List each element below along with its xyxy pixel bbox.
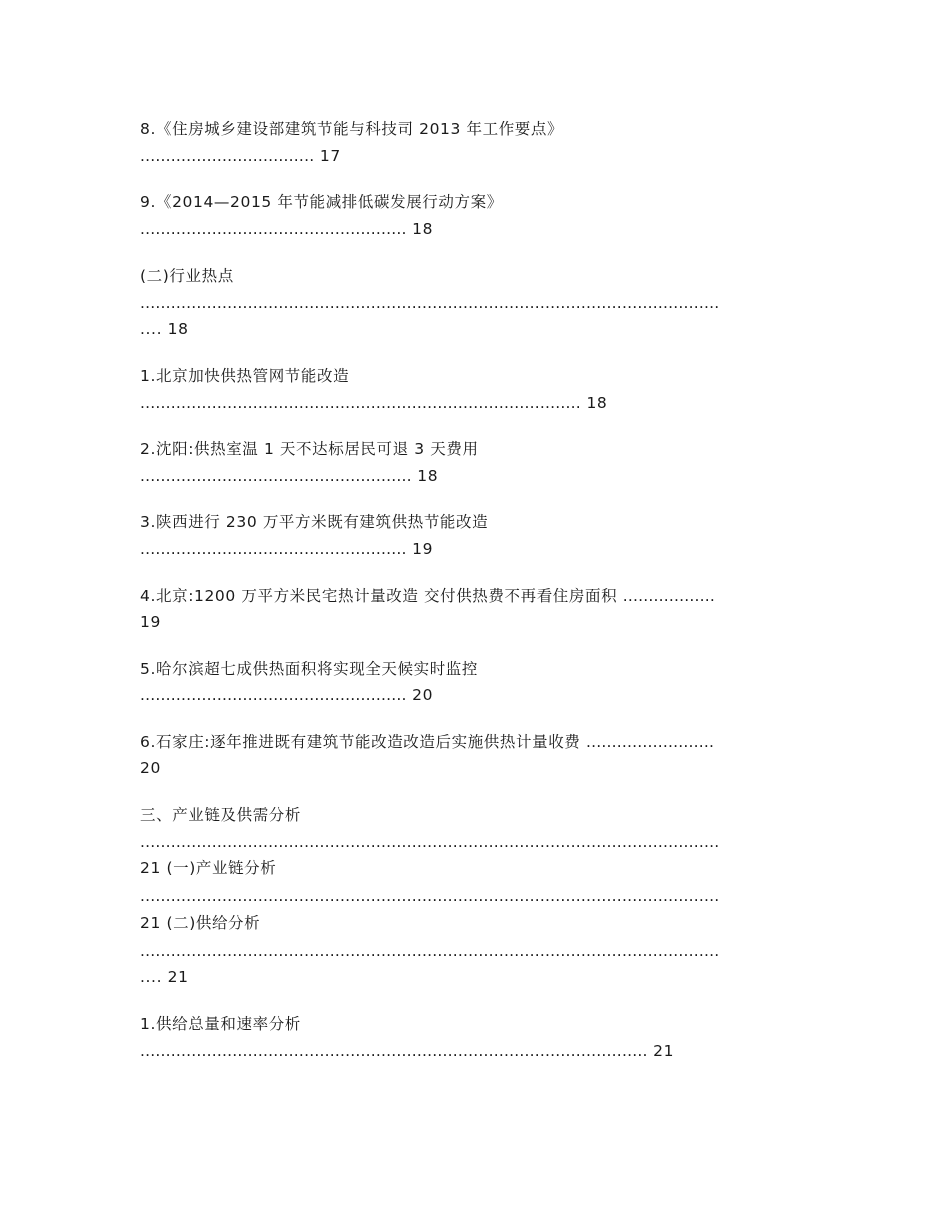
toc-entry-leader-row [140, 539, 433, 559]
toc-entry-title: 4.北京:1200 万平方米民宅热计量改造 交付供热费不再看住房面积 [140, 587, 618, 605]
toc-entry-leader-row [140, 146, 341, 166]
toc-entry-title: 9.《2014—2015 年节能减排低碳发展行动方案》 [140, 193, 503, 211]
dot-leader: ...................................................................................... [140, 394, 581, 412]
dot-leader: .................................................... [140, 540, 407, 558]
page-number: 18 [412, 220, 434, 238]
page-number: 18 [586, 394, 608, 412]
page-number: 20 [412, 686, 434, 704]
dot-leader: ................................................................................................... [140, 1042, 648, 1060]
toc-section-title: 21 (一)产业链分析 [140, 859, 277, 877]
toc-entry-title: 5.哈尔滨超七成供热面积将实现全天候实时监控 [140, 660, 478, 678]
toc-entry-title: 8.《住房城乡建设部建筑节能与科技司 2013 年工作要点》 [140, 120, 564, 138]
toc-entry-title-row [140, 732, 714, 752]
toc-entry-leader-row [140, 1041, 674, 1061]
dot-leader: ................................................................................................................. [140, 887, 720, 905]
page-number: 20 [140, 759, 161, 777]
dot-leader: .................................................... [140, 220, 407, 238]
toc-entry-leader-row [140, 466, 438, 486]
toc-entry-title: 1.供给总量和速率分析 [140, 1015, 301, 1033]
toc-entry-title: 6.石家庄:逐年推进既有建筑节能改造改造后实施供热计量收费 [140, 733, 581, 751]
dot-leader: ......................... [585, 733, 715, 751]
dot-leader: .................. [622, 587, 716, 605]
page-number: 21 [653, 1042, 675, 1060]
page-number: 17 [319, 147, 341, 165]
toc-entry-title: 1.北京加快供热管网节能改造 [140, 367, 350, 385]
page-number: 18 [417, 467, 439, 485]
dot-leader: ..................................................... [140, 467, 412, 485]
toc-entry-title: 2.沈阳:供热室温 1 天不达标居民可退 3 天费用 [140, 440, 479, 458]
toc-entry-leader-row [140, 393, 607, 413]
dot-leader: ................................................................................................................. [140, 942, 720, 960]
page-number: 19 [412, 540, 434, 558]
dot-leader: ................................................................................................................. [140, 833, 720, 851]
page-number: .... 21 [140, 968, 189, 986]
toc-entry-title: 3.陕西进行 230 万平方米既有建筑供热节能改造 [140, 513, 489, 531]
toc-section-title: 21 (二)供给分析 [140, 914, 261, 932]
dot-leader: ................................................................................................................. [140, 294, 720, 312]
toc-entry-leader-row [140, 219, 433, 239]
page-number: 19 [140, 613, 161, 631]
page-number: .... 18 [140, 320, 189, 338]
dot-leader: .................................................... [140, 686, 407, 704]
dot-leader: .................................. [140, 147, 315, 165]
toc-section-title: 三、产业链及供需分析 [140, 806, 302, 824]
toc-entry-title-row [140, 586, 715, 606]
toc-section-title: (二)行业热点 [140, 267, 234, 285]
toc-entry-leader-row [140, 685, 433, 705]
